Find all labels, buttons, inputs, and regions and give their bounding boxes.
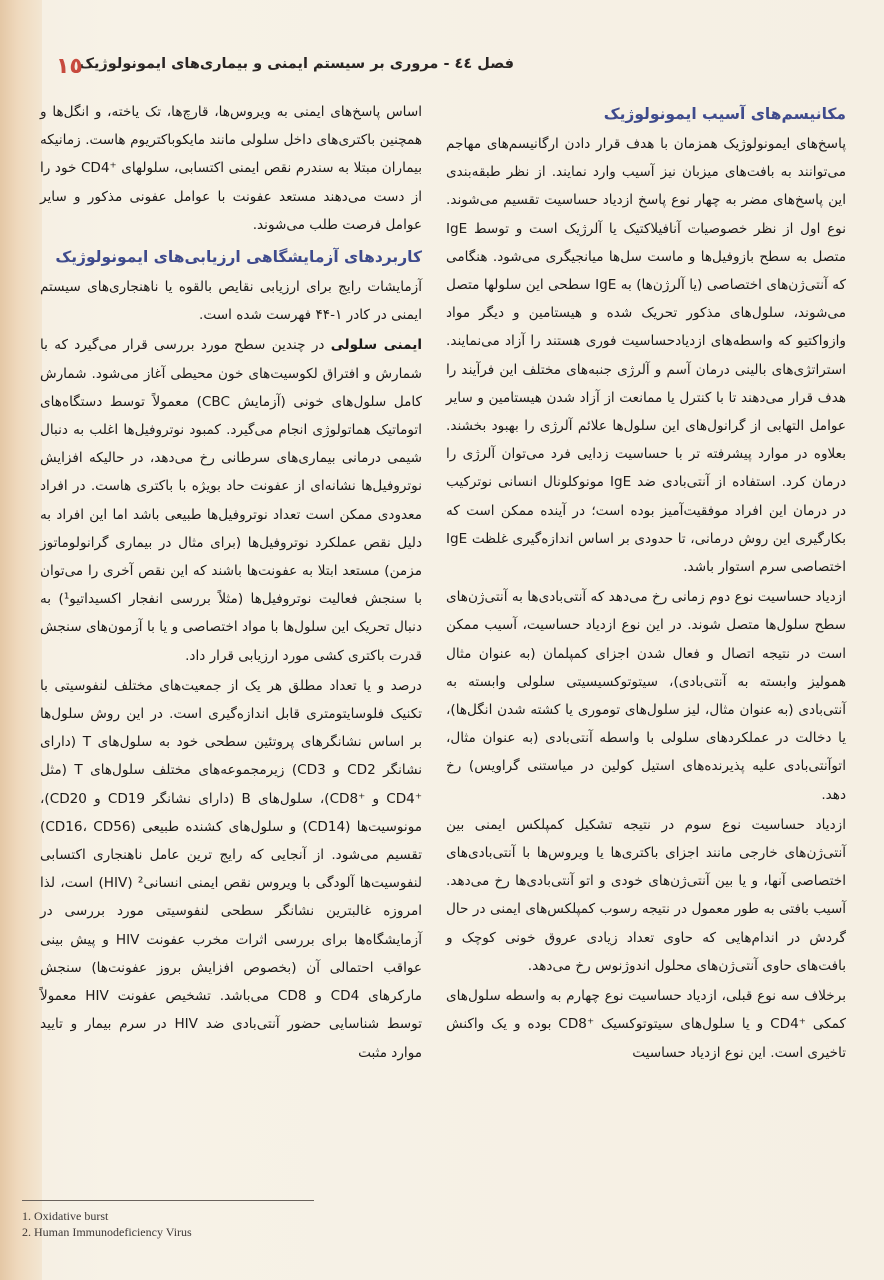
chapter-title: فصل ٤٤ - مروری بر سیستم ایمنی و بیماری‌های ایمونولوژیک bbox=[79, 56, 514, 72]
running-header bbox=[40, 48, 844, 88]
page-edge-decoration bbox=[0, 0, 42, 1280]
footnote-1: 1. Oxidative burst bbox=[22, 1209, 109, 1223]
left-column bbox=[40, 98, 422, 1069]
paragraph-flow-cytometry: درصد و یا تعداد مطلق هر یک از جمعیت‌های مختلف لنفوسیتی با تکنیک فلوسایتومتری قابل اندازه‌گیری است. در این روش سلول‌ها بر اساس نشانگرهای پروتئین سطحی خود به سلول‌های T (دارای نشانگر CD2 و CD3) زیرمجموعه‌های مختلف سلول‌های T (مثل ⁺CD4 و ⁺CD8)، سلول‌های B (دارای نشانگر CD19 و CD20)، مونوسیت‌ها (CD14) و سلول‌های کشنده طبیعی (CD16، CD56) تقسیم می‌شود. از آنجایی که رایج ترین عامل ناهنجاری اکتسابی لنفوسیت‌ها آلودگی با ویروس نقص ایمنی انسانی² (HIV) است، لذا امروزه غالبترین نشانگر سطحی لنفوسیتی مورد بررسی در آزمایشگاه‌ها برای بررسی اثرات مخرب عفونت HIV و پیش بینی عواقب احتمالی آن (بخصوص افزایش بروز عفونت‌ها) سنجش مارکرهای CD4 و CD8 می‌باشد. تشخیص عفونت HIV معمولاً توسط شناسایی حضور آنتی‌بادی ضد HIV در سرم بیمار و تایید موارد مثبت bbox=[40, 677, 423, 1061]
footnote-divider bbox=[22, 1200, 314, 1201]
right-column bbox=[446, 98, 846, 1069]
lead-term: ایمنی سلولی bbox=[330, 337, 422, 354]
paragraph-lab-tests: آزمایشات رایج برای ارزیابی نقایص بالقوه یا ناهنجاری‌های سیستم ایمنی در کادر ۱-۴۴ فهرست شده است. bbox=[40, 279, 422, 324]
footnote-2: 2. Human Immunodeficiency Virus bbox=[22, 1225, 192, 1239]
paragraph-type2: ازدیاد حساسیت نوع دوم زمانی رخ می‌دهد که آنتی‌بادی‌ها به آنتی‌ژن‌های سطح سلول‌ها متصل شوند. در این نوع ازدیاد حساسیت، آسیب ممکن است در نتیجه اتصال و فعال شدن اجزای کمپلمان (به عنوان مثال همولیز وابسته به آنتی‌بادی)، سیتوتوکسیسیتی سلولی وابسته به آنتی‌بادی (به عنوان مثال، لیز سلول‌های توموری یا کشته شدن انگل‌ها)، یا دخالت در عملکردهای سلولی با واسطه آنتی‌بادی (به عنوان مثال، اتوآنتی‌بادی علیه پذیرنده‌های استیل کولین در میاستنی گراویس) رخ دهد. bbox=[446, 589, 846, 803]
paragraph-type3: ازدیاد حساسیت نوع سوم در نتیجه تشکیل کمپلکس ایمنی بین آنتی‌ژن‌های خارجی مانند اجزای باکتری‌ها یا ویروس‌ها با آنتی‌بادی‌های اختصاصی آنها، و یا بین آنتی‌ژن‌های خودی و اتو آنتی‌بادی‌ها رخ می‌دهد. آسیب بافتی به طور معمول در نتیجه رسوب کمپلکس‌های ایمنی در حال گردش در اندام‌هایی که حاوی تعداد زیادی عروق خونی کوچک و بافت‌های حاوی آنتی‌ژن‌های محلول اندوژنوس رخ می‌دهد. bbox=[446, 816, 846, 974]
paragraph-continued: اساس پاسخ‌های ایمنی به ویروس‌ها، قارچ‌ها، تک یاخته، و انگل‌ها و همچنین باکتری‌های داخل سلولی مانند مایکوباکتریوم هاست. زمانیکه بیماران مبتلا به سندرم نقص ایمنی اکتسابی، سلولهای ⁺CD4 خود را از دست می‌دهند مستعد عفونت با عوامل عفونی مذکور و سایر عوامل فرصت طلب می‌شوند. bbox=[40, 104, 423, 233]
paragraph-text: در چندین سطح مورد بررسی قرار می‌گیرد که با شمارش و افتراق لکوسیت‌های خون محیطی آغاز می‌شود. شمارش کامل سلول‌های خونی (آزمایش CBC) معمولاً توسط دستگاه‌های اتوماتیک هماتولوژی انجام می‌گیرد. کمبود نوتروفیل‌ها اغلب به دنبال شیمی درمانی بیماری‌های سرطانی رخ می‌دهد، در حالیکه افزایش نوتروفیل‌ها نشانه‌ای از عفونت حاد بویژه با باکتری هاست. در افراد معدودی ممکن است تعداد نوتروفیل‌ها طبیعی باشد اما این افراد به دلیل نقص عملکرد نوتروفیل‌ها (برای مثال در بیماری گرانولوماتوز مزمن) مستعد ابتلا به عفونت‌ها باشند که این نقص آخری را می‌توان با سنجش فعالیت نوتروفیل‌ها (مثلاً بررسی انفجار اکسیداتیو¹) به دنبال تحریک این سلول‌ها با مواد اختصاصی و یا با آزمون‌های سنجش قدرت باکتری کشی مورد ارزیابی قرار داد. bbox=[40, 337, 423, 664]
paragraph-cellular-immunity bbox=[40, 331, 422, 669]
page-number: ١٥ bbox=[56, 54, 83, 79]
paragraph-type4: برخلاف سه نوع قبلی، ازدیاد حساسیت نوع چهارم به واسطه سلول‌های کمکی ⁺CD4 و یا سلول‌های سیتوتوکسیک ⁺CD8 بوده و یک واکنش تاخیری است. این نوع ازدیاد حساسیت bbox=[446, 988, 846, 1061]
section-heading-lab-applications: کاربردهای آزمایشگاهی ارزیابی‌های ایمونولوژیک bbox=[55, 248, 422, 267]
footnotes bbox=[22, 1200, 322, 1240]
section-heading-immunologic-injury: مکانیسم‌های آسیب ایمونولوژیک bbox=[603, 105, 846, 123]
paragraph-type1: پاسخ‌های ایمونولوژیک همزمان با هدف قرار دادن ارگانیسم‌های مهاجم می‌توانند به بافت‌های میزبان نیز آسیب وارد نمایند. از نظر طبقه‌بندی این پاسخ‌های مضر به چهار نوع پاسخ ازدیاد حساسیت تقسیم می‌شوند. نوع اول از نظر خصوصیات آنافیلاکتیک یا آلرژیک است و توسط IgE متصل به سطح بازوفیل‌ها و ماست سل‌ها میانجیگری می‌شود. هنگامی که آنتی‌ژن‌های اختصاصی (یا آلرژن‌ها) به IgE سطحی این سلولها متصل می‌شوند، سلول‌های مذکور تحریک شده و هیستامین و دیگر مواد وازواکتیو که واسطه‌های ازدیادحساسیت فوری هستند را آزاد می‌نمایند. استراتژی‌های بالینی درمان آسم و آلرژی جنبه‌های مختلف این فرآیند را هدف قرار می‌دهند تا با کنترل یا ممانعت از آزاد شدن هیستامین و سایر عوامل التهابی از گرانول‌های این سلول‌ها علائم آلرژی را بهبود بخشند. بعلاوه در موارد پیشرفته تر با حساسیت زدایی فرد می‌توان آلرژی را درمان کرد. استفاده از آنتی‌بادی ضد IgE مونوکلونال انسانی نوترکیب در درمان این افراد موفقیت‌آمیز بوده است؛ در آینده ممکن است که بکارگیری این روش درمانی، تا حدودی بر اساس اندازه‌گیری غلظت IgE اختصاصی سرم استوار باشد. bbox=[446, 136, 846, 576]
